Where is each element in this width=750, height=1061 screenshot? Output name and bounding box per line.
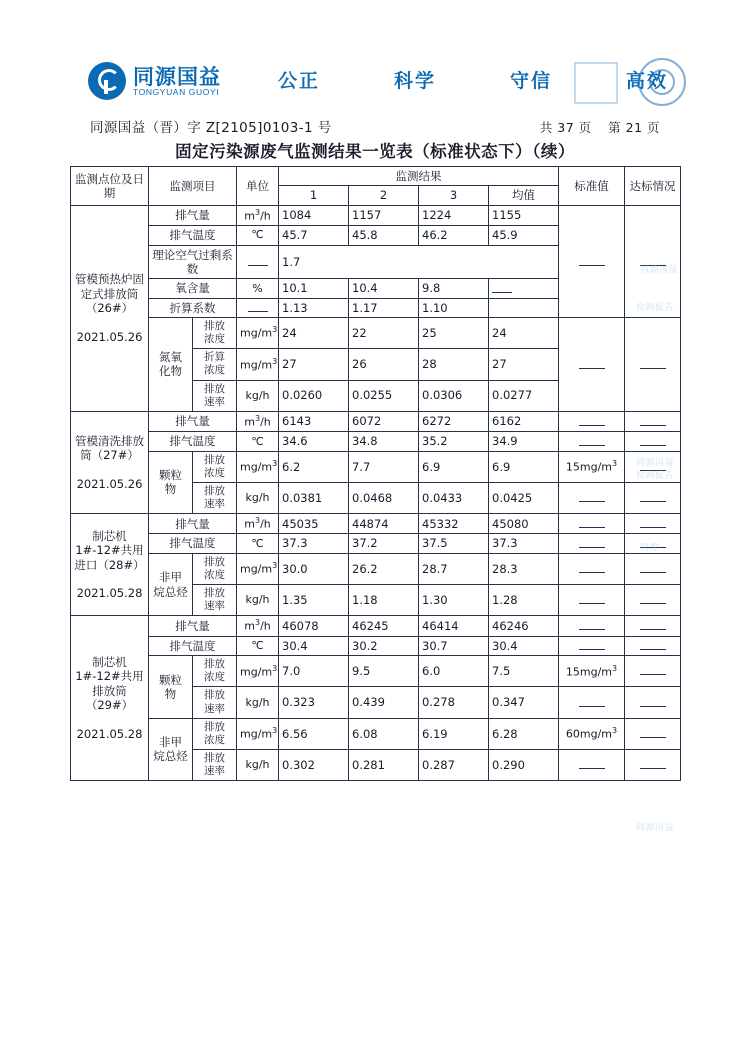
scan-artifact: 检测报告 — [636, 471, 675, 481]
cell-result-3: 28.7 — [419, 553, 489, 584]
cell-unit: ℃ — [237, 636, 279, 655]
cell-result-2: 22 — [349, 318, 419, 349]
th-results: 监测结果 — [279, 167, 559, 186]
results-table-wrap — [70, 166, 680, 781]
cell-result-3: 6272 — [419, 411, 489, 431]
th-result-avg: 均值 — [489, 186, 559, 205]
cell-result-avg: 1155 — [489, 205, 559, 225]
cell-unit: $m^3/h$ — [237, 514, 279, 534]
cell-result-avg: 27 — [489, 349, 559, 380]
table-row — [71, 451, 681, 482]
cell-standard: $60mg/m^3$ — [559, 718, 625, 749]
cell-result-3: 30.7 — [419, 636, 489, 655]
table-row — [71, 514, 681, 534]
cell-result-3: 6.0 — [419, 656, 489, 687]
cell-unit: ℃ — [237, 534, 279, 553]
cell-standard — [559, 432, 625, 451]
cell-unit: ℃ — [237, 226, 279, 245]
cell-unit: $mg/m^3$ — [237, 656, 279, 687]
cell-result-1: 6.2 — [279, 451, 349, 482]
cell-result-avg: 45.9 — [489, 226, 559, 245]
cell-compliance — [625, 656, 681, 687]
cell-compliance — [625, 205, 681, 317]
cell-result-3: 45332 — [419, 514, 489, 534]
slogan-2: 科学 — [393, 70, 436, 92]
cell-result-3: 25 — [419, 318, 489, 349]
cell-unit — [237, 245, 279, 279]
cell-result-3: 0.0306 — [419, 380, 489, 411]
cell-item: 排气量 — [149, 514, 237, 534]
cell-site-date: 制芯机1#-12#共用排放筒（29#） 2021.05.28 — [71, 616, 149, 781]
cell-result-1: 1.35 — [279, 585, 349, 616]
cell-compliance — [625, 553, 681, 584]
cell-compliance — [625, 482, 681, 513]
th-site-date: 监测点位及日期 — [71, 167, 149, 206]
cell-result-avg: 46246 — [489, 616, 559, 636]
cell-result-1: 6.56 — [279, 718, 349, 749]
th-compliance: 达标情况 — [625, 167, 681, 206]
cell-result-1: 37.3 — [279, 534, 349, 553]
cell-result-1: 46078 — [279, 616, 349, 636]
total-pages: 共 37 页 — [539, 120, 592, 135]
cell-result-avg: 45080 — [489, 514, 559, 534]
cell-result-2: 1.17 — [349, 298, 419, 317]
cell-result-1: 30.4 — [279, 636, 349, 655]
cell-compliance — [625, 718, 681, 749]
cell-result-1: 1084 — [279, 205, 349, 225]
cell-result-2: 1.18 — [349, 585, 419, 616]
cell-result-2: 6072 — [349, 411, 419, 431]
cell-result-3: 1.10 — [419, 298, 489, 317]
cell-standard — [559, 482, 625, 513]
logo-name-en: TONGYUAN GUOYI — [133, 86, 220, 97]
cell-result-1: 10.1 — [279, 279, 349, 298]
cell-result-avg: 0.290 — [489, 749, 559, 780]
cell-result-3: 0.0433 — [419, 482, 489, 513]
document-meta-line — [90, 116, 660, 136]
cell-unit: $mg/m^3$ — [237, 553, 279, 584]
th-unit: 单位 — [237, 167, 279, 206]
cell-item: 排放 浓度 — [193, 451, 237, 482]
cell-unit: $m^3/h$ — [237, 205, 279, 225]
cell-item: 排放 速率 — [193, 687, 237, 718]
cell-item: 排放 速率 — [193, 380, 237, 411]
cell-item: 排气温度 — [149, 534, 237, 553]
cell-result-1: 0.302 — [279, 749, 349, 780]
cell-compliance — [625, 451, 681, 482]
scan-artifact: 同源国益 — [636, 823, 675, 833]
cell-result-1: 45035 — [279, 514, 349, 534]
cell-standard — [559, 553, 625, 584]
page-title: 固定污染源废气监测结果一览表（标准状态下）（续） — [175, 142, 575, 161]
cell-result-2: 6.08 — [349, 718, 419, 749]
th-result-1: 1 — [279, 186, 349, 205]
scan-artifact: 同源 — [640, 543, 660, 553]
cell-result-2: 0.281 — [349, 749, 419, 780]
cell-compliance — [625, 318, 681, 412]
cell-compliance — [625, 749, 681, 780]
page-indicator — [528, 118, 660, 136]
cell-standard — [559, 585, 625, 616]
report-header — [88, 60, 668, 108]
cell-item-group: 颗粒 物 — [149, 451, 193, 514]
th-result-3: 3 — [419, 186, 489, 205]
cell-compliance — [625, 514, 681, 534]
table-row — [71, 432, 681, 451]
cell-result-1: 7.0 — [279, 656, 349, 687]
table-row — [71, 318, 681, 349]
cell-result-2: 1157 — [349, 205, 419, 225]
cell-compliance — [625, 432, 681, 451]
slogan-3: 守信 — [509, 70, 552, 92]
document-number: 同源国益（晋）字 Z[2105]0103-1 号 — [90, 120, 332, 136]
cell-item: 排气量 — [149, 205, 237, 225]
cell-result-3: 9.8 — [419, 279, 489, 298]
cell-item-group: 颗粒 物 — [149, 656, 193, 719]
table-row — [71, 656, 681, 687]
table-body — [71, 205, 681, 780]
slogan-4: 高效 — [625, 70, 668, 92]
cell-unit: $mg/m^3$ — [237, 451, 279, 482]
cell-result-1: 1.7 — [279, 245, 559, 279]
cell-result-avg: 0.0425 — [489, 482, 559, 513]
cell-item: 折算系数 — [149, 298, 237, 317]
cell-item: 理论空气过剩系数 — [149, 245, 237, 279]
cell-item: 排放 浓度 — [193, 553, 237, 584]
cell-result-3: 28 — [419, 349, 489, 380]
cell-result-3: 1224 — [419, 205, 489, 225]
table-row — [71, 534, 681, 553]
cell-item-group: 非甲 烷总烃 — [149, 553, 193, 616]
cell-standard — [559, 687, 625, 718]
cell-item: 排气温度 — [149, 432, 237, 451]
watermark-box — [574, 62, 618, 104]
cell-unit: $mg/m^3$ — [237, 718, 279, 749]
scan-artifact: 检测报告 — [636, 303, 675, 313]
cell-result-3: 37.5 — [419, 534, 489, 553]
cell-unit — [237, 298, 279, 317]
cell-result-2: 7.7 — [349, 451, 419, 482]
cell-result-avg: 6162 — [489, 411, 559, 431]
cell-unit: kg/h — [237, 749, 279, 780]
cell-result-avg: 1.28 — [489, 585, 559, 616]
cell-compliance — [625, 616, 681, 636]
cell-item-group: 氮氧 化物 — [149, 318, 193, 412]
cell-result-3: 0.287 — [419, 749, 489, 780]
cell-unit: $mg/m^3$ — [237, 318, 279, 349]
table-row — [71, 411, 681, 431]
cell-result-3: 6.19 — [419, 718, 489, 749]
table-row — [71, 636, 681, 655]
cell-result-3: 6.9 — [419, 451, 489, 482]
cell-unit: kg/h — [237, 482, 279, 513]
cell-item: 氧含量 — [149, 279, 237, 298]
cell-result-2: 0.0468 — [349, 482, 419, 513]
table-row — [71, 553, 681, 584]
cell-item: 排放 浓度 — [193, 718, 237, 749]
cell-unit: $m^3/h$ — [237, 411, 279, 431]
cell-result-2: 0.439 — [349, 687, 419, 718]
cell-unit: kg/h — [237, 687, 279, 718]
cell-result-avg: 0.347 — [489, 687, 559, 718]
logo-text — [133, 66, 221, 97]
cell-result-avg: 7.5 — [489, 656, 559, 687]
cell-result-2: 26.2 — [349, 553, 419, 584]
cell-result-2: 46245 — [349, 616, 419, 636]
cell-compliance — [625, 411, 681, 431]
cell-result-avg: 30.4 — [489, 636, 559, 655]
cell-standard — [559, 636, 625, 655]
th-item: 监测项目 — [149, 167, 237, 206]
cell-result-1: 6143 — [279, 411, 349, 431]
cell-item: 排放 浓度 — [193, 656, 237, 687]
cell-item: 排放 速率 — [193, 482, 237, 513]
cell-item: 排放 速率 — [193, 749, 237, 780]
cell-compliance — [625, 534, 681, 553]
table-header-row — [71, 167, 681, 186]
cell-compliance — [625, 687, 681, 718]
cell-unit: kg/h — [237, 380, 279, 411]
cell-unit: kg/h — [237, 585, 279, 616]
cell-standard — [559, 411, 625, 431]
cell-standard — [559, 534, 625, 553]
cell-result-avg — [489, 298, 559, 317]
cell-result-2: 26 — [349, 349, 419, 380]
cell-result-1: 34.6 — [279, 432, 349, 451]
cell-result-2: 10.4 — [349, 279, 419, 298]
cell-result-avg: 34.9 — [489, 432, 559, 451]
cell-result-avg: 28.3 — [489, 553, 559, 584]
table-row — [71, 205, 681, 225]
cell-result-2: 45.8 — [349, 226, 419, 245]
cell-result-3: 46414 — [419, 616, 489, 636]
cell-unit: $m^3/h$ — [237, 616, 279, 636]
cell-result-1: 0.0260 — [279, 380, 349, 411]
cell-unit: $mg/m^3$ — [237, 349, 279, 380]
logo-name-cn: 同源国益 — [133, 64, 221, 89]
cell-result-1: 0.323 — [279, 687, 349, 718]
company-logo — [88, 62, 221, 100]
cell-result-2: 34.8 — [349, 432, 419, 451]
cell-result-1: 45.7 — [279, 226, 349, 245]
cell-unit: ℃ — [237, 432, 279, 451]
cell-result-3: 0.278 — [419, 687, 489, 718]
cell-item: 折算 浓度 — [193, 349, 237, 380]
cell-item: 排气量 — [149, 616, 237, 636]
cell-result-2: 9.5 — [349, 656, 419, 687]
results-table — [70, 166, 681, 781]
cell-standard — [559, 616, 625, 636]
cell-result-avg: 6.28 — [489, 718, 559, 749]
cell-result-1: 24 — [279, 318, 349, 349]
cell-result-2: 44874 — [349, 514, 419, 534]
cell-standard: $15mg/m^3$ — [559, 451, 625, 482]
cell-result-2: 37.2 — [349, 534, 419, 553]
cell-site-date: 管模预热炉固定式排放筒（26#） 2021.05.26 — [71, 205, 149, 411]
cell-result-avg: 24 — [489, 318, 559, 349]
slogan-1: 公正 — [278, 70, 321, 92]
cell-result-2: 0.0255 — [349, 380, 419, 411]
th-result-2: 2 — [349, 186, 419, 205]
cell-item: 排放 浓度 — [193, 318, 237, 349]
cell-result-1: 1.13 — [279, 298, 349, 317]
cell-result-1: 27 — [279, 349, 349, 380]
cell-result-2: 30.2 — [349, 636, 419, 655]
cell-item: 排气温度 — [149, 636, 237, 655]
scan-artifact: 同源国益 — [636, 458, 675, 468]
cell-standard: $15mg/m^3$ — [559, 656, 625, 687]
cell-compliance — [625, 585, 681, 616]
table-row — [71, 616, 681, 636]
cell-item: 排放 速率 — [193, 585, 237, 616]
current-page: 第 21 页 — [608, 120, 660, 135]
th-standard: 标准值 — [559, 167, 625, 206]
cell-result-3: 1.30 — [419, 585, 489, 616]
cell-result-1: 0.0381 — [279, 482, 349, 513]
cell-site-date: 制芯机1#-12#共用进口（28#） 2021.05.28 — [71, 514, 149, 616]
cell-result-avg: 0.0277 — [489, 380, 559, 411]
cell-result-avg — [489, 279, 559, 298]
table-row — [71, 718, 681, 749]
logo-icon — [88, 62, 126, 100]
cell-result-avg: 37.3 — [489, 534, 559, 553]
cell-standard — [559, 205, 625, 317]
cell-item: 排气温度 — [149, 226, 237, 245]
cell-site-date: 管模清洗排放筒（27#） 2021.05.26 — [71, 411, 149, 513]
cell-result-3: 35.2 — [419, 432, 489, 451]
cell-unit: % — [237, 279, 279, 298]
cell-standard — [559, 749, 625, 780]
cell-standard — [559, 514, 625, 534]
cell-item: 排气量 — [149, 411, 237, 431]
cell-item-group: 非甲 烷总烃 — [149, 718, 193, 781]
scan-artifact: 同源国益 — [640, 265, 679, 275]
cell-result-3: 46.2 — [419, 226, 489, 245]
cell-result-avg: 6.9 — [489, 451, 559, 482]
cell-compliance — [625, 636, 681, 655]
cell-standard — [559, 318, 625, 412]
company-seal-icon — [638, 58, 686, 106]
cell-result-1: 30.0 — [279, 553, 349, 584]
